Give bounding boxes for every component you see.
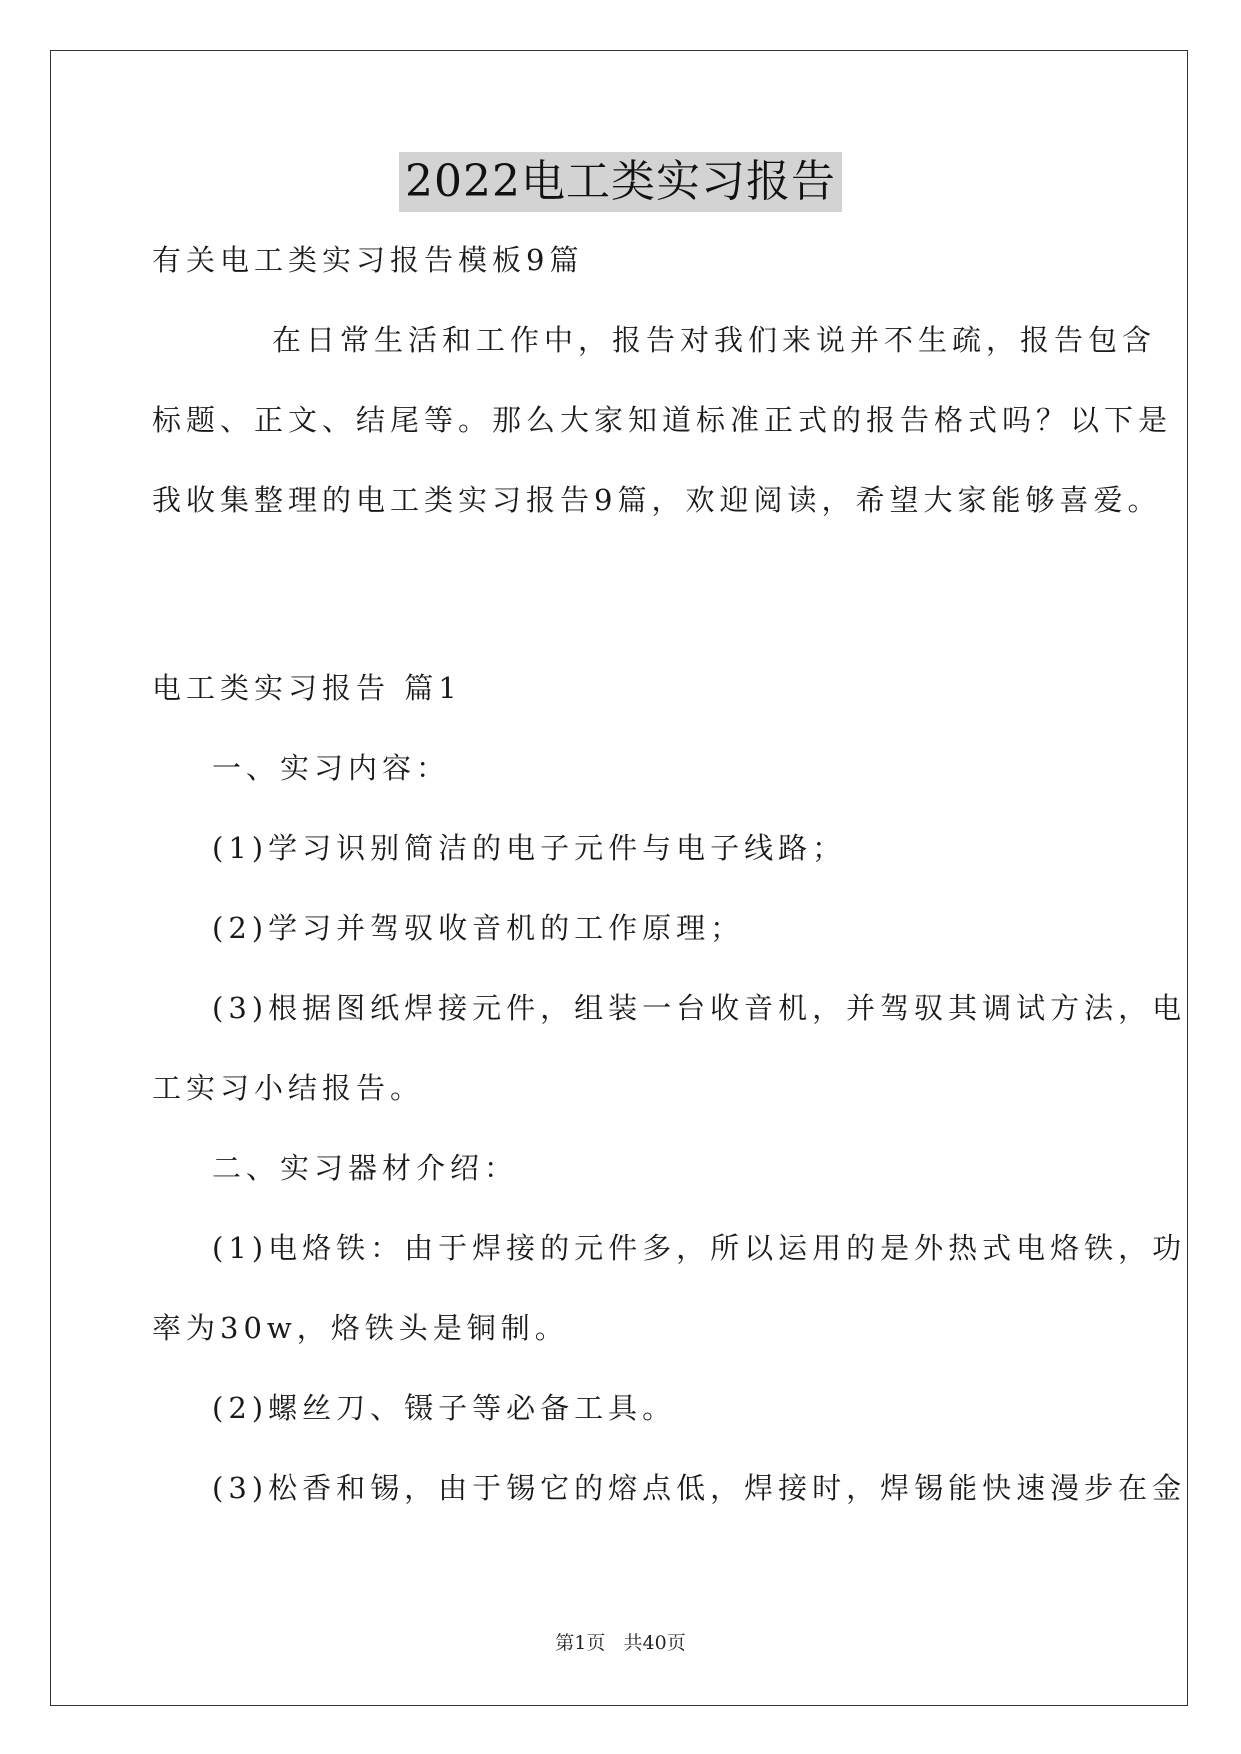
paragraph-line: (1)电烙铁：由于焊接的元件多，所以运用的是外热式电烙铁，功	[212, 1231, 1187, 1265]
paragraph-line: (2)螺丝刀、镊子等必备工具。	[212, 1391, 677, 1425]
paragraph-line: (1)学习识别简洁的电子元件与电子线路；	[212, 831, 847, 865]
title-container	[0, 152, 1241, 212]
paragraph-line: 率为30w，烙铁头是铜制。	[152, 1311, 569, 1345]
paragraph-line: 工实习小结报告。	[152, 1071, 425, 1105]
page-total: 共40页	[623, 1632, 686, 1654]
paragraph-line: 在日常生活和工作中，报告对我们来说并不生疏，报告包含	[272, 323, 1157, 357]
subtitle-line: 有关电工类实习报告模板9篇	[152, 243, 584, 277]
page-number: 第1页	[555, 1632, 606, 1654]
paragraph-line: (3)根据图纸焊接元件，组装一台收音机，并驾驭其调试方法，电	[212, 991, 1187, 1025]
paragraph-line: (2)学习并驾驭收音机的工作原理；	[212, 911, 745, 945]
paragraph-line: 一、实习内容：	[212, 751, 451, 785]
paragraph-line: 我收集整理的电工类实习报告9篇，欢迎阅读，希望大家能够喜爱。	[152, 483, 1162, 517]
paragraph-line: 二、实习器材介绍：	[212, 1151, 519, 1185]
paragraph-line: 标题、正文、结尾等。那么大家知道标准正式的报告格式吗？以下是	[152, 403, 1173, 437]
section-heading: 电工类实习报告 篇1	[152, 671, 462, 705]
paragraph-line: (3)松香和锡，由于锡它的熔点低，焊接时，焊锡能快速漫步在金	[212, 1471, 1187, 1505]
page-border	[50, 50, 1188, 1706]
page-footer	[0, 1630, 1241, 1656]
document-title: 2022电工类实习报告	[399, 152, 842, 212]
